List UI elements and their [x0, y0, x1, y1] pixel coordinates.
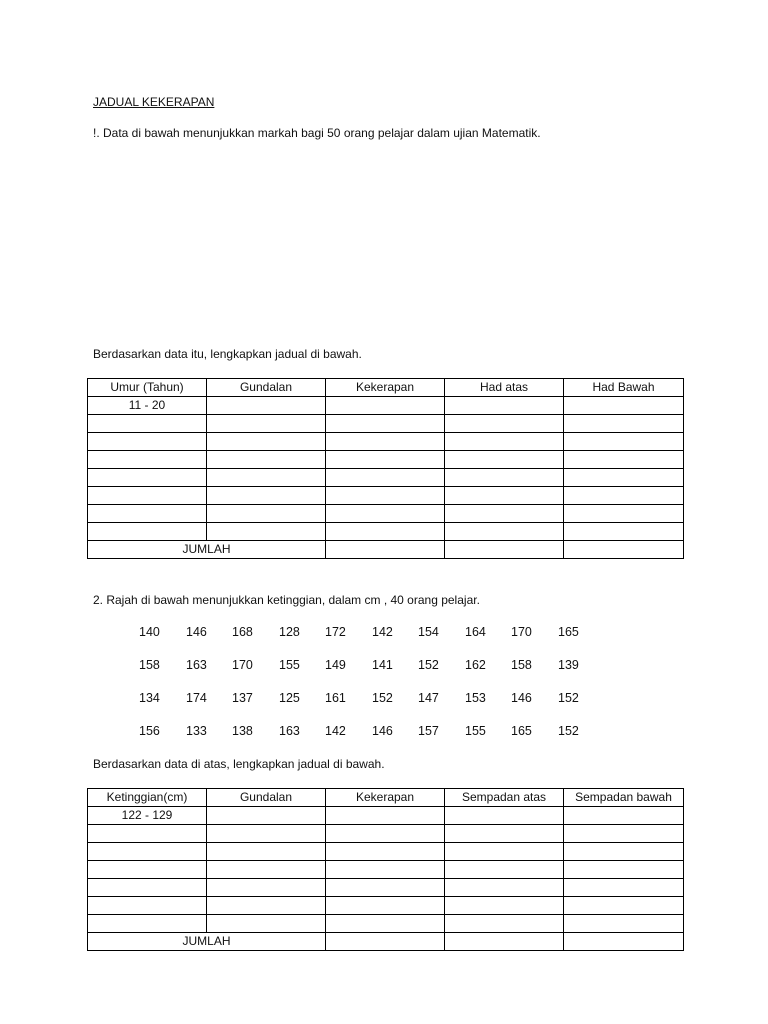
total-label: JUMLAH: [88, 933, 326, 951]
empty-cell: [326, 505, 445, 523]
table-row: [88, 523, 684, 541]
table-header-row: [88, 379, 684, 397]
empty-cell: [88, 897, 207, 915]
question-2-text: 2. Rajah di bawah menunjukkan ketinggian, dalam cm , 40 orang pelajar.: [93, 593, 480, 607]
empty-cell: [207, 825, 326, 843]
height-value: 170: [232, 658, 253, 672]
empty-cell: [564, 451, 684, 469]
height-value: 153: [465, 691, 486, 705]
table-row: [88, 897, 684, 915]
column-header: Had atas: [445, 379, 564, 397]
empty-cell: [326, 415, 445, 433]
height-value: 152: [418, 658, 439, 672]
height-value: 142: [372, 625, 393, 639]
empty-cell: [445, 807, 564, 825]
empty-cell: [445, 879, 564, 897]
height-value: 146: [372, 724, 393, 738]
empty-cell: [88, 825, 207, 843]
total-row: [88, 933, 684, 951]
height-value: 146: [511, 691, 532, 705]
empty-cell: [326, 433, 445, 451]
empty-cell: [445, 897, 564, 915]
height-value: 156: [139, 724, 160, 738]
empty-cell: [326, 933, 445, 951]
class-interval-cell: 122 - 129: [88, 807, 207, 825]
height-value: 152: [558, 724, 579, 738]
table-row: [88, 807, 684, 825]
empty-cell: [326, 397, 445, 415]
height-value: 174: [186, 691, 207, 705]
empty-cell: [564, 415, 684, 433]
height-value: 165: [511, 724, 532, 738]
empty-cell: [564, 487, 684, 505]
height-value: 152: [558, 691, 579, 705]
height-value: 170: [511, 625, 532, 639]
empty-cell: [564, 897, 684, 915]
empty-cell: [326, 487, 445, 505]
height-value: 140: [139, 625, 160, 639]
empty-cell: [207, 523, 326, 541]
table-row: [88, 825, 684, 843]
empty-cell: [445, 825, 564, 843]
empty-cell: [326, 915, 445, 933]
height-value: 128: [279, 625, 300, 639]
question-2-instruction: Berdasarkan data di atas, lengkapkan jadual di bawah.: [93, 757, 385, 771]
empty-cell: [88, 415, 207, 433]
empty-cell: [207, 469, 326, 487]
table-row: [88, 915, 684, 933]
empty-cell: [445, 933, 564, 951]
empty-cell: [445, 397, 564, 415]
empty-cell: [326, 541, 445, 559]
empty-cell: [564, 879, 684, 897]
empty-cell: [564, 541, 684, 559]
empty-cell: [445, 487, 564, 505]
empty-cell: [88, 487, 207, 505]
empty-cell: [326, 825, 445, 843]
height-value: 137: [232, 691, 253, 705]
empty-cell: [88, 433, 207, 451]
height-value: 142: [325, 724, 346, 738]
empty-cell: [326, 879, 445, 897]
empty-cell: [445, 415, 564, 433]
class-interval-cell: 11 - 20: [88, 397, 207, 415]
height-value: 139: [558, 658, 579, 672]
table-row: [88, 505, 684, 523]
table-row: [88, 451, 684, 469]
height-value: 152: [372, 691, 393, 705]
empty-cell: [207, 897, 326, 915]
empty-cell: [326, 861, 445, 879]
empty-cell: [207, 861, 326, 879]
empty-cell: [326, 843, 445, 861]
height-value: 146: [186, 625, 207, 639]
question-1-text: !. Data di bawah menunjukkan markah bagi 50 orang pelajar dalam ujian Matematik.: [93, 126, 541, 140]
empty-cell: [326, 523, 445, 541]
empty-cell: [88, 451, 207, 469]
height-value: 161: [325, 691, 346, 705]
empty-cell: [564, 433, 684, 451]
column-header: Gundalan: [207, 379, 326, 397]
height-value: 168: [232, 625, 253, 639]
empty-cell: [445, 451, 564, 469]
empty-cell: [88, 915, 207, 933]
empty-cell: [207, 807, 326, 825]
empty-cell: [207, 505, 326, 523]
empty-cell: [564, 843, 684, 861]
empty-cell: [207, 415, 326, 433]
empty-cell: [88, 861, 207, 879]
column-header: Sempadan atas: [445, 789, 564, 807]
height-value: 162: [465, 658, 486, 672]
height-value: 149: [325, 658, 346, 672]
empty-cell: [445, 469, 564, 487]
empty-cell: [88, 843, 207, 861]
total-row: [88, 541, 684, 559]
empty-cell: [564, 861, 684, 879]
height-value: 133: [186, 724, 207, 738]
empty-cell: [326, 469, 445, 487]
column-header: Umur (Tahun): [88, 379, 207, 397]
height-value: 163: [279, 724, 300, 738]
column-header: Kekerapan: [326, 789, 445, 807]
empty-cell: [445, 523, 564, 541]
empty-cell: [564, 807, 684, 825]
empty-cell: [445, 861, 564, 879]
height-value: 172: [325, 625, 346, 639]
column-header: Had Bawah: [564, 379, 684, 397]
empty-cell: [445, 843, 564, 861]
page-title: JADUAL KEKERAPAN: [93, 95, 215, 109]
height-value: 147: [418, 691, 439, 705]
height-value: 155: [465, 724, 486, 738]
empty-cell: [564, 469, 684, 487]
table-row: [88, 433, 684, 451]
empty-cell: [326, 897, 445, 915]
height-value: 134: [139, 691, 160, 705]
table-header-row: [88, 789, 684, 807]
table-row: [88, 469, 684, 487]
empty-cell: [564, 825, 684, 843]
table-row: [88, 397, 684, 415]
height-value: 138: [232, 724, 253, 738]
empty-cell: [326, 451, 445, 469]
empty-cell: [88, 505, 207, 523]
height-value: 141: [372, 658, 393, 672]
empty-cell: [88, 469, 207, 487]
height-value: 125: [279, 691, 300, 705]
empty-cell: [207, 433, 326, 451]
height-value: 165: [558, 625, 579, 639]
empty-cell: [207, 915, 326, 933]
total-label: JUMLAH: [88, 541, 326, 559]
empty-cell: [207, 451, 326, 469]
empty-cell: [564, 505, 684, 523]
column-header: Ketinggian(cm): [88, 789, 207, 807]
empty-cell: [445, 915, 564, 933]
height-value: 158: [139, 658, 160, 672]
table-row: [88, 843, 684, 861]
empty-cell: [207, 487, 326, 505]
table-row: [88, 487, 684, 505]
frequency-table-1: [87, 378, 684, 559]
empty-cell: [564, 397, 684, 415]
height-value: 154: [418, 625, 439, 639]
empty-cell: [445, 541, 564, 559]
empty-cell: [326, 807, 445, 825]
frequency-table-2: [87, 788, 684, 951]
empty-cell: [564, 933, 684, 951]
empty-cell: [445, 505, 564, 523]
empty-cell: [445, 433, 564, 451]
empty-cell: [564, 523, 684, 541]
question-1-instruction: Berdasarkan data itu, lengkapkan jadual di bawah.: [93, 347, 362, 361]
height-value: 157: [418, 724, 439, 738]
table-row: [88, 415, 684, 433]
column-header: Gundalan: [207, 789, 326, 807]
empty-cell: [207, 879, 326, 897]
table-row: [88, 879, 684, 897]
height-value: 164: [465, 625, 486, 639]
empty-cell: [207, 397, 326, 415]
height-value: 163: [186, 658, 207, 672]
empty-cell: [88, 523, 207, 541]
empty-cell: [207, 843, 326, 861]
empty-cell: [88, 879, 207, 897]
empty-cell: [564, 915, 684, 933]
table-row: [88, 861, 684, 879]
height-value: 158: [511, 658, 532, 672]
column-header: Kekerapan: [326, 379, 445, 397]
column-header: Sempadan bawah: [564, 789, 684, 807]
height-value: 155: [279, 658, 300, 672]
